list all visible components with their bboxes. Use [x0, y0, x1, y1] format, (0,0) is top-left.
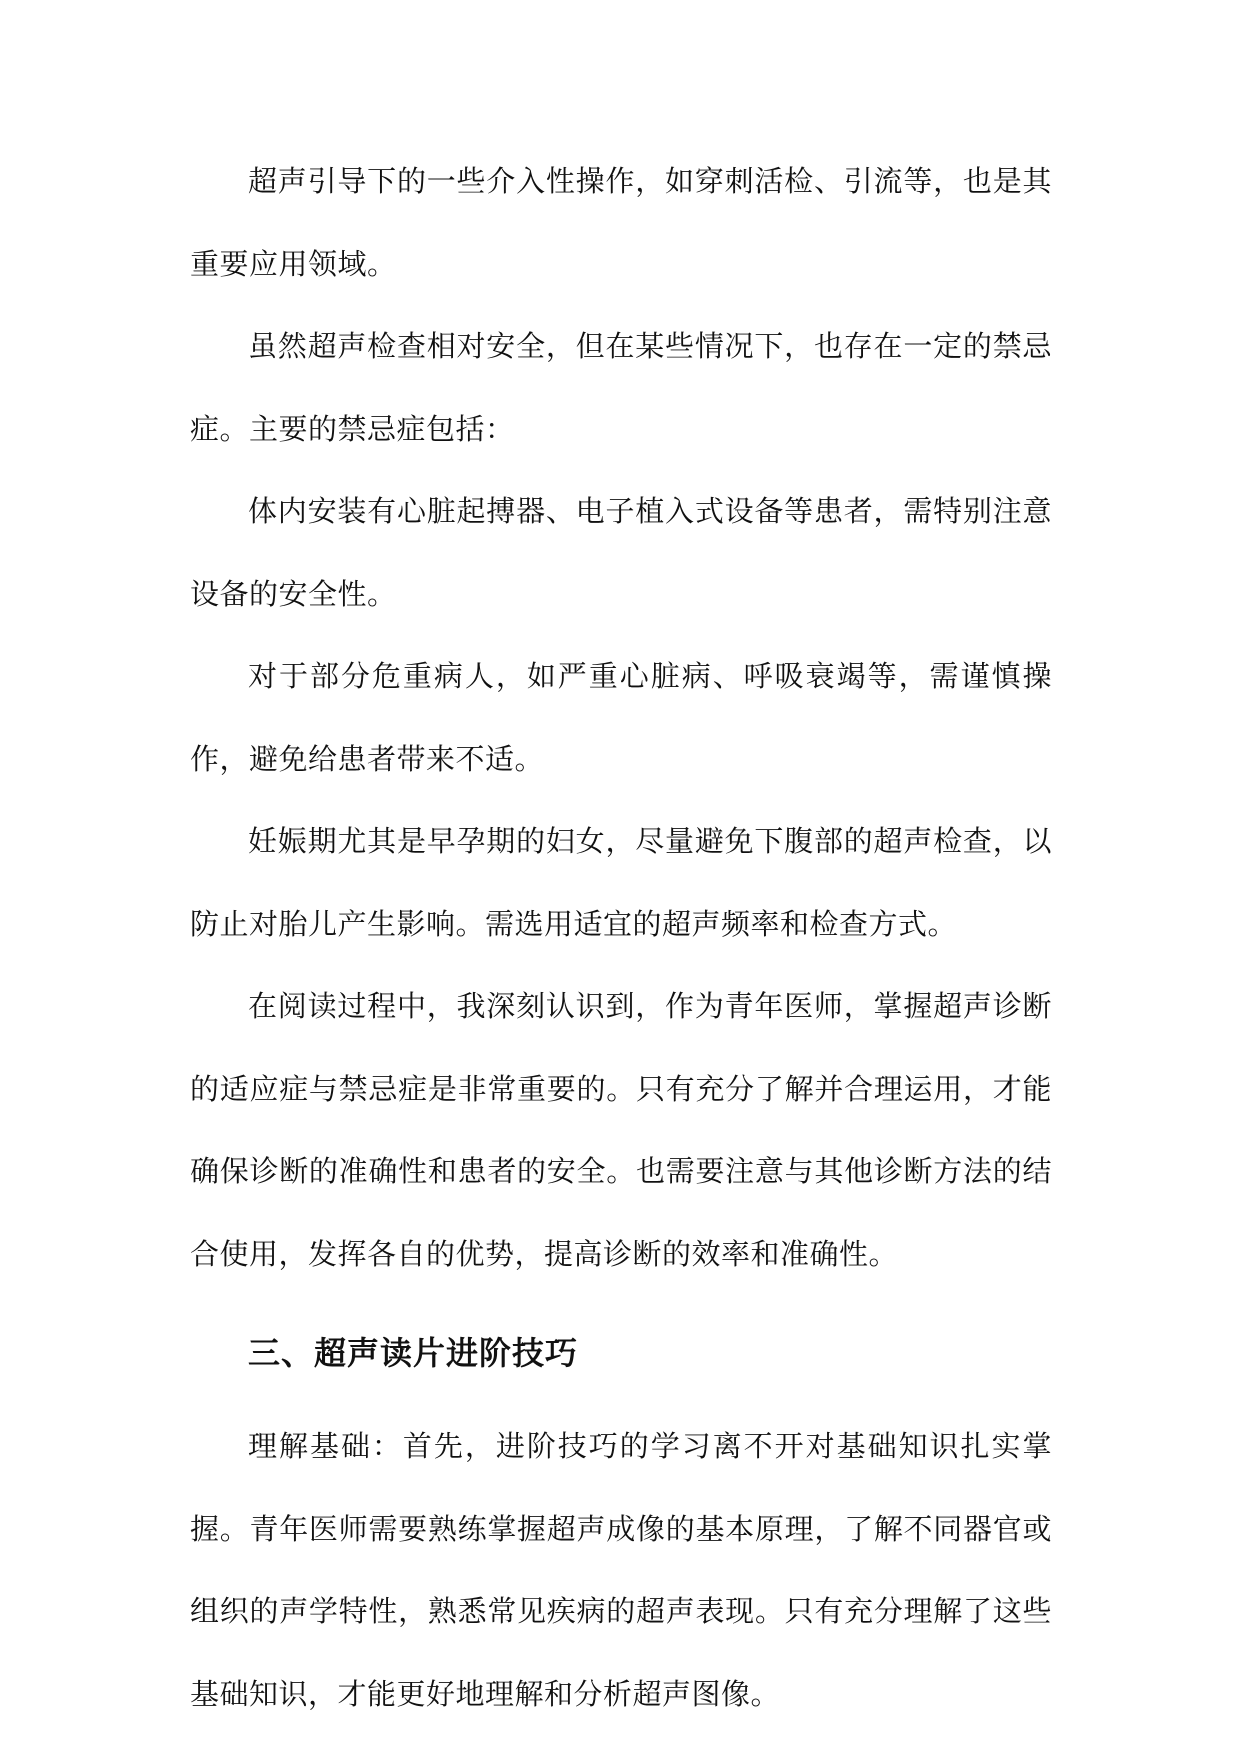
paragraph-contraindications-intro: 虽然超声检查相对安全，但在某些情况下，也存在一定的禁忌症。主要的禁忌症包括： [190, 329, 1052, 446]
paragraph-pacemaker: 体内安装有心脏起搏器、电子植入式设备等患者，需特别注意设备的安全性。 [190, 494, 1052, 611]
document-body [190, 140, 1052, 1735]
paragraph-pregnancy: 妊娠期尤其是早孕期的妇女，尽量避免下腹部的超声检查，以防止对胎儿产生影响。需选用适宜的超声频率和检查方式。 [190, 824, 1052, 941]
section-heading: 三、超声读片进阶技巧 [248, 1334, 579, 1372]
paragraph-critical-patients: 对于部分危重病人，如严重心脏病、呼吸衰竭等，需谨慎操作，避免给患者带来不适。 [190, 659, 1052, 776]
paragraph-interventional: 超声引导下的一些介入性操作，如穿刺活检、引流等，也是其重要应用领域。 [190, 164, 1052, 281]
paragraph-basics: 理解基础：首先，进阶技巧的学习离不开对基础知识扎实掌握。青年医师需要熟练掌握超声成像的基本原理，了解不同器官或组织的声学特性，熟悉常见疾病的超声表现。只有充分理解了这些基础知识，才能更好地理解和分析超声图像。 [190, 1429, 1052, 1711]
paragraph-reflection: 在阅读过程中，我深刻认识到，作为青年医师，掌握超声诊断的适应症与禁忌症是非常重要的。只有充分了解并合理运用，才能确保诊断的准确性和患者的安全。也需要注意与其他诊断方法的结合使用，发挥各自的优势，提高诊断的效率和准确性。 [190, 989, 1052, 1271]
